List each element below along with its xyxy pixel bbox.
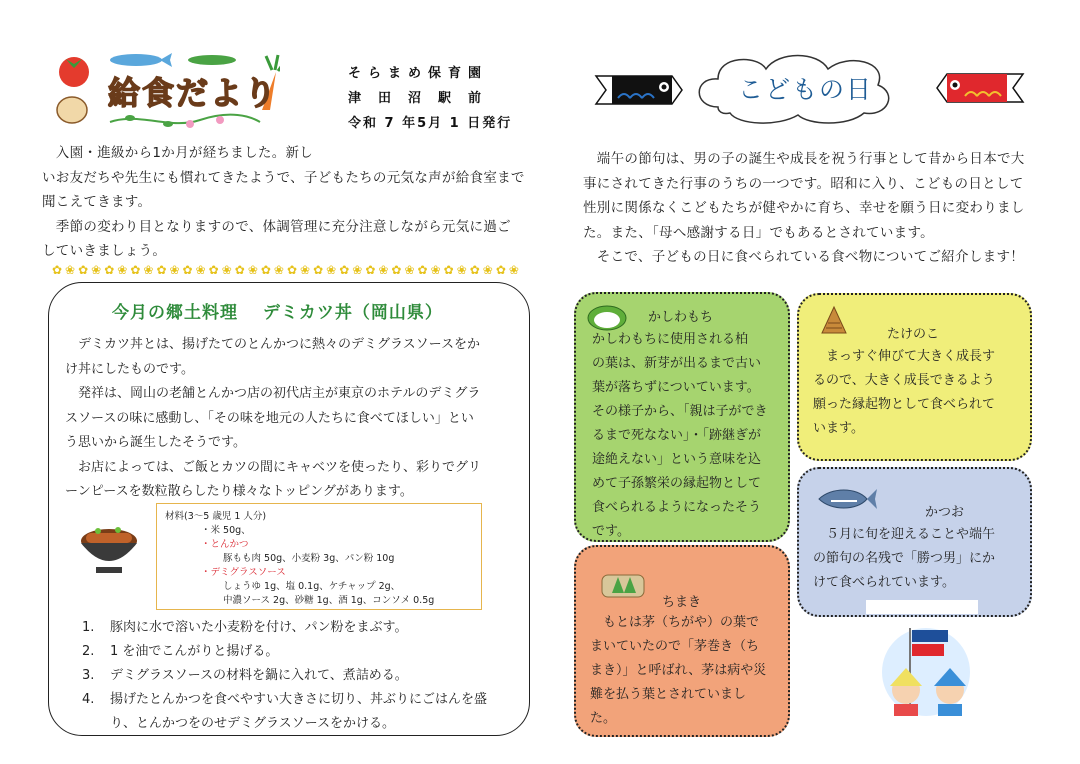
red-koinobori-icon <box>935 68 1025 108</box>
card-line: めて子孫繁栄の縁起物として <box>592 476 762 491</box>
card-title: かつお <box>925 505 965 520</box>
step-text: 1 を油でこんがりと揚げる。 <box>110 644 279 659</box>
step-number <box>82 712 110 736</box>
dish-line: お店によっては、ご飯とカツの間にキャベツを使ったり、彩りでグリ <box>65 459 482 475</box>
school-name-line2: 津田沼駅前 <box>348 91 499 106</box>
children-koinobori-illustration <box>866 600 978 720</box>
card-line: 難を払う葉とされていまし <box>590 687 747 702</box>
card-line: 願った縁起物として食べられて <box>813 397 996 412</box>
step-text: 揚げたとんかつを食べやすい大きさに切り、丼ぶりにごはんを盛 <box>110 692 488 707</box>
ingredient-tonkatsu-items: 豚もも肉 50g、小麦粉 3g、パン粉 10g <box>223 553 395 564</box>
card-title: かしわもち <box>648 310 714 325</box>
newsletter-logo <box>50 50 280 130</box>
step-number: 1. <box>82 620 95 635</box>
card-line: るので、大きく成長できるよう <box>813 373 995 388</box>
card-body <box>813 345 995 441</box>
ingredients-box <box>156 503 482 610</box>
tomato-icon <box>59 57 89 87</box>
card-line: まいていたので「茅巻き（ち <box>590 639 760 654</box>
dish-line: スソースの味に感動し、「その味を地元の人たちに食べてほしい」とい <box>65 410 474 426</box>
school-name-line1: そらまめ保育園 <box>348 66 489 81</box>
childrens-day-line: た。また、「母へ感謝する日」でもあるとされています。 <box>583 224 934 241</box>
step-number: 4. <box>82 692 95 707</box>
flower-divider: ✿❀✿❀✿❀✿❀✿❀✿❀✿❀✿❀✿❀✿❀✿❀✿❀✿❀✿❀✿❀✿❀✿❀✿❀ <box>52 263 522 277</box>
logo-title: 給食だより <box>108 74 279 112</box>
card-title: たけのこ <box>887 327 940 342</box>
step-number: 3. <box>82 668 95 683</box>
intro-line: 入園・進級から1か月が経ちました。新し <box>42 145 314 161</box>
dish-line: う思いから誕生したそうです。 <box>65 435 246 450</box>
card-kashiwamochi <box>574 292 790 542</box>
intro-line: していきましょう。 <box>42 243 167 259</box>
card-line: です。 <box>592 524 630 539</box>
childrens-day-line: 性別に関係なくこどもたちが健やかに育ち、幸せを願う日に変わりまし <box>583 200 1025 216</box>
card-line: の葉は、新芽が出るまで古い <box>592 356 762 371</box>
intro-line: 季節の変わり目となりますので、体調管理に充分注意しながら元気に過ご <box>42 218 511 235</box>
card-line: るまで死なない」・「跡継ぎが <box>592 428 762 443</box>
onion-icon <box>57 97 87 123</box>
card-chimaki <box>574 545 790 737</box>
card-line: まっすぐ伸びて大きく成長す <box>813 349 996 364</box>
card-body <box>813 523 995 595</box>
card-line: かしわもちに使用される柏 <box>592 332 749 347</box>
card-line: その様子から、「親は子ができ <box>592 404 768 419</box>
card-line: ５月に旬を迎えることや端午 <box>813 527 996 542</box>
card-takenoko <box>797 293 1032 461</box>
card-line: もとは茅（ちがや）の葉で <box>590 615 760 630</box>
ingredient-sauce-items: しょうゆ 1g、塩 0.1g、ケチャップ 2g、 <box>223 581 401 592</box>
recipe-steps <box>82 616 522 736</box>
issue-date: 令和 7 年5月 1 日発行 <box>348 116 513 131</box>
childrens-day-intro <box>583 147 1045 270</box>
local-dish-title: 今月の郷土料理 デミカツ丼（岡山県） <box>112 303 443 323</box>
card-line: 葉が落ちずについています。 <box>592 380 760 395</box>
ingredient-sauce-items: 中濃ソース 2g、砂糖 1g、酒 1g、コンソメ 0.5g <box>223 595 435 606</box>
fish-icon <box>110 54 162 66</box>
card-line: 食べられるようになったそう <box>592 500 762 515</box>
flower-icon <box>186 120 194 128</box>
dish-line: ーンピースを数粒散らしたり様々なトッピングがあります。 <box>65 484 413 499</box>
black-koinobori-icon <box>594 70 684 110</box>
ingredient-sauce-label: ・デミグラスソース <box>201 567 286 578</box>
recipe-step <box>82 688 522 712</box>
childrens-day-line: そこで、子どもの日に食べられている食べ物についてご紹介します！ <box>583 249 1025 265</box>
childrens-day-title: こどもの日 <box>738 75 874 104</box>
childrens-day-line: 事にされてきた行事のうちの一つです。昭和に入り、こどもの日として <box>583 175 1024 192</box>
card-body <box>592 328 768 544</box>
card-title: ちまき <box>662 595 702 610</box>
recipe-step <box>82 664 522 688</box>
card-line: います。 <box>813 421 864 436</box>
local-dish-description <box>65 333 515 505</box>
dish-line: け丼にしたものです。 <box>65 361 194 377</box>
intro-text <box>42 141 547 264</box>
ingredients-heading: 材料(3～5 歳児 1 人分) <box>165 511 267 522</box>
dish-line: デミカツ丼とは、揚げたてのとんかつに熱々のデミグラスソースをか <box>65 337 480 352</box>
card-body <box>590 611 766 731</box>
card-line: た。 <box>590 711 617 726</box>
katsudon-bowl-icon <box>78 515 140 577</box>
bamboo-shoot-icon <box>819 305 849 337</box>
card-katsuo <box>797 467 1032 617</box>
recipe-step <box>82 712 522 736</box>
step-text: り、とんかつをのせデミグラスソースをかける。 <box>110 716 395 731</box>
dish-line: 発祥は、岡山の老舗とんかつ店の初代店主が東京のホテルのデミグラ <box>65 386 481 401</box>
bonito-fish-icon <box>817 485 879 513</box>
recipe-step <box>82 616 522 640</box>
intro-line: いお友だちや先生にも慣れてきたようで、子どもたちの元気な声が給食室まで <box>42 169 525 186</box>
chimaki-icon <box>600 569 646 599</box>
card-line: けて食べられています。 <box>813 575 955 590</box>
ingredient-tonkatsu-label: ・とんかつ <box>201 539 249 550</box>
cucumber-icon <box>188 55 236 65</box>
childrens-day-line: 端午の節句は、男の子の誕生や成長を祝う行事として昔から日本で大 <box>583 151 1025 167</box>
intro-line: 聞こえてきます。 <box>42 194 152 210</box>
recipe-step <box>82 640 522 664</box>
card-line: 途絶えない」という意味を込 <box>592 452 762 467</box>
ingredient-rice: ・米 50g、 <box>201 525 251 536</box>
step-text: 豚肉に水で溶いた小麦粉を付け、パン粉をまぶす。 <box>110 620 408 635</box>
step-text: デミグラスソースの材料を鍋に入れて、煮詰める。 <box>110 668 408 683</box>
step-number: 2. <box>82 644 95 659</box>
card-line: の節句の名残で「勝つ男」にか <box>813 551 996 566</box>
card-line: まき）」と呼ばれ、茅は病や災 <box>590 663 767 678</box>
